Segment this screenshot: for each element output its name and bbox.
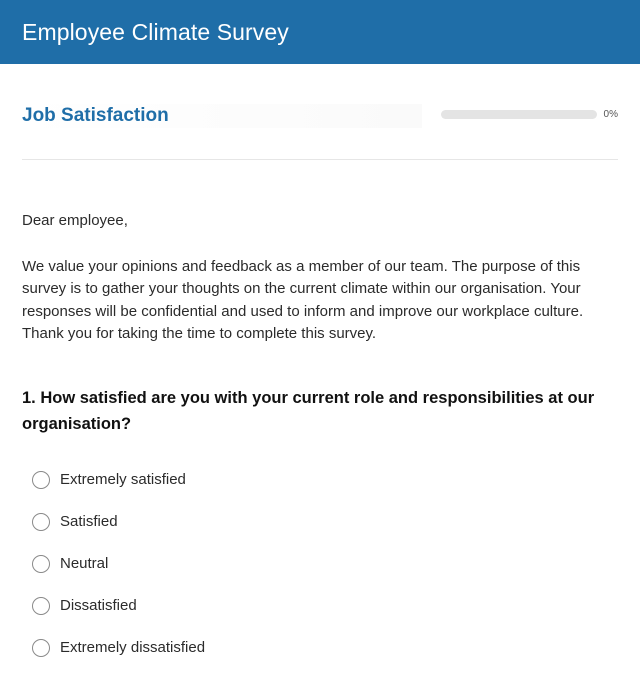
survey-header xyxy=(0,0,640,64)
option-extremely-satisfied[interactable] xyxy=(32,459,618,501)
option-label: Dissatisfied xyxy=(60,597,137,614)
survey-section xyxy=(22,64,618,669)
option-extremely-dissatisfied[interactable] xyxy=(32,627,618,669)
intro-text-block xyxy=(22,160,618,346)
option-satisfied[interactable] xyxy=(32,501,618,543)
survey-title: Employee Climate Survey xyxy=(22,18,289,45)
radio-button-icon[interactable] xyxy=(32,555,50,573)
intro-greeting: Dear employee, xyxy=(22,212,128,229)
option-label: Neutral xyxy=(60,555,109,572)
progress-bar xyxy=(441,110,597,119)
progress-indicator xyxy=(441,109,618,120)
option-label: Satisfied xyxy=(60,513,118,530)
radio-button-icon[interactable] xyxy=(32,597,50,615)
answer-options xyxy=(22,459,618,669)
question-text: 1. How satisfied are you with your current role and responsibilities at our organisation? xyxy=(22,388,595,433)
progress-percent-label: 0% xyxy=(603,109,618,120)
option-dissatisfied[interactable] xyxy=(32,585,618,627)
section-title: Job Satisfaction xyxy=(22,104,422,128)
option-label: Extremely satisfied xyxy=(60,471,186,488)
radio-button-icon[interactable] xyxy=(32,513,50,531)
option-neutral[interactable] xyxy=(32,543,618,585)
section-header xyxy=(22,64,618,160)
radio-button-icon[interactable] xyxy=(32,471,50,489)
intro-paragraph: We value your opinions and feedback as a member of our team. The purpose of this survey is to gather your thoughts on the current climate within our organisation. Your responses will be confidential and used to inform and improve our workplace culture. Thank you for taking the time to complete this survey. xyxy=(22,257,584,342)
option-label: Extremely dissatisfied xyxy=(60,639,206,656)
radio-button-icon[interactable] xyxy=(32,639,50,657)
